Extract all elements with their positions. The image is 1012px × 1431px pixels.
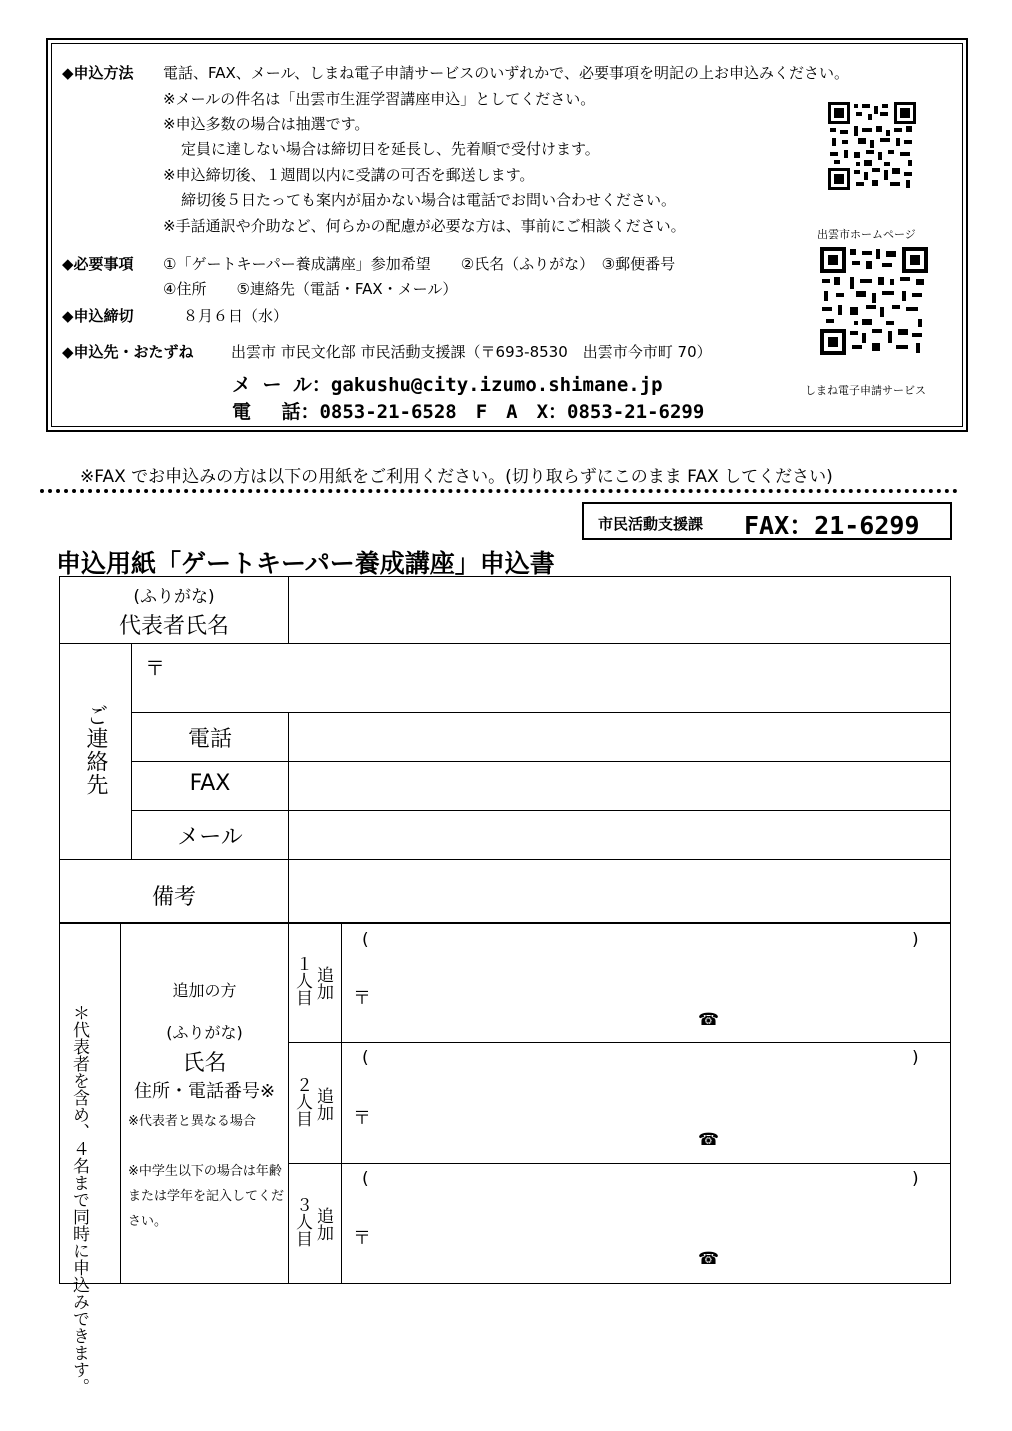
furigana-paren-close: ): [912, 1048, 919, 1068]
method-line-7: ※手話通訳や介助など、何らかの配慮が必要な方は、事前にご相談ください。: [163, 217, 686, 235]
method-line-6: 締切後５日たっても案内が届かない場合は電話でお問い合わせください。: [181, 191, 677, 209]
method-line-5: ※申込締切後、１週間以内に受講の可否を郵送します。: [163, 166, 535, 184]
postal-mark: 〒: [353, 1108, 371, 1129]
furigana-paren-close: ): [912, 930, 919, 950]
form-title: 申込用紙「ゲートキーパー養成講座」申込書: [56, 549, 555, 578]
furigana-paren-open: (: [362, 930, 369, 950]
method-line-1: 電話、FAX、メール、しまね電子申請サービスのいずれかで、必要事項を明記の上お申込みください。: [163, 64, 849, 82]
additional-name-label: 氏名: [182, 1051, 227, 1076]
deadline-value: ８月６日（水）: [183, 307, 289, 325]
postal-mark: 〒: [353, 988, 371, 1009]
additional-note-different: ※代表者と異なる場合: [128, 1114, 256, 1129]
table-border: [59, 576, 60, 1284]
rep-name-field[interactable]: [289, 577, 949, 643]
furigana-paren-open: (: [362, 1048, 369, 1068]
additional-note-minor: ※中学生以下の場合は年齢または学年を記入してください。: [128, 1164, 285, 1229]
postal-mark: 〒: [145, 656, 165, 680]
additional-person-field[interactable]: [342, 924, 949, 1042]
method-label: ◆申込方法: [62, 64, 134, 82]
row-add-label: 追加: [313, 1207, 333, 1241]
address-field[interactable]: [132, 644, 949, 712]
furigana-paren-open: (: [362, 1169, 369, 1189]
row-number: １人目: [292, 955, 312, 1006]
furigana-paren-close: ): [912, 1169, 919, 1189]
remarks-label: 備考: [151, 885, 196, 910]
deadline-label: ◆申込締切: [62, 307, 134, 325]
additional-person-field[interactable]: [342, 1164, 949, 1283]
fax-box-number: FAX：21-6299: [744, 511, 920, 540]
table-border: [950, 576, 951, 1284]
fax-box-department: 市民活動支援課: [598, 515, 704, 533]
additional-address-tel-label: 住所・電話番号※: [133, 1081, 276, 1102]
tel-field[interactable]: [289, 713, 949, 761]
row-number: ３人目: [292, 1196, 312, 1247]
table-border: [59, 1283, 950, 1284]
qr-homepage-caption: 出雲市ホームページ: [817, 228, 916, 241]
row-add-label: 追加: [313, 966, 333, 1000]
contact-value: 出雲市 市民文化部 市民活動支援課（〒693-8530 出雲市今市町 70）: [231, 343, 712, 361]
rep-name-label: 代表者氏名: [118, 614, 229, 639]
additional-limit-note: ＊代表者を含め、４名まで同時に申込みできます。: [69, 1004, 89, 1395]
contact-mail: メ ー ル：gakushu@city.izumo.shimane.jp: [232, 374, 663, 396]
contact-tel-fax: 電 話：0853-21-6528 F A X：0853-21-6299: [232, 401, 705, 423]
table-border: [288, 923, 289, 1283]
contact-label: ◆申込先・おたずね: [62, 343, 194, 361]
mail-label: メール: [177, 825, 243, 850]
qr-code-homepage: [828, 102, 916, 190]
additional-person-field[interactable]: [342, 1043, 949, 1163]
phone-icon: ☎: [698, 1010, 720, 1030]
qr-code-shimane-e-application: [820, 247, 928, 355]
method-line-2: ※メールの件名は「出雲市生涯学習講座申込」としてください。: [163, 90, 596, 108]
cut-line-dotted: [40, 489, 958, 493]
additional-person-label: 追加の方: [172, 981, 237, 1000]
postal-mark: 〒: [353, 1228, 371, 1249]
method-line-4: 定員に達しない場合は締切日を延長し、先着順で受付けます。: [181, 140, 600, 158]
remarks-field[interactable]: [289, 860, 949, 922]
mail-field[interactable]: [289, 811, 949, 859]
phone-icon: ☎: [698, 1249, 720, 1269]
required-line-2: ④住所 ⑤連絡先（電話・FAX・メール）: [163, 280, 458, 298]
fax-instruction-note: ※FAX でお申込みの方は以下の用紙をご利用ください。(切り取らずにこのまま FAX してください): [80, 467, 833, 487]
fax-field[interactable]: [289, 762, 949, 810]
phone-icon: ☎: [698, 1130, 720, 1150]
required-label: ◆必要事項: [62, 255, 134, 273]
additional-furigana-label: (ふりがな): [166, 1023, 243, 1042]
row-number: ２人目: [292, 1076, 312, 1127]
fax-label: FAX: [189, 771, 231, 796]
method-line-3: ※申込多数の場合は抽選です。: [163, 115, 370, 133]
fax-number-box: [582, 502, 952, 540]
contact-section-label: ご連絡先: [83, 704, 108, 796]
tel-label: 電話: [187, 727, 232, 752]
table-border: [120, 923, 121, 1283]
qr-shimane-caption: しまね電子申請サービス: [805, 384, 926, 397]
rep-furigana-label: (ふりがな): [133, 587, 215, 607]
row-add-label: 追加: [313, 1087, 333, 1121]
required-line-1: ①「ゲートキーパー養成講座」参加希望 ②氏名（ふりがな） ③郵便番号: [163, 255, 676, 273]
